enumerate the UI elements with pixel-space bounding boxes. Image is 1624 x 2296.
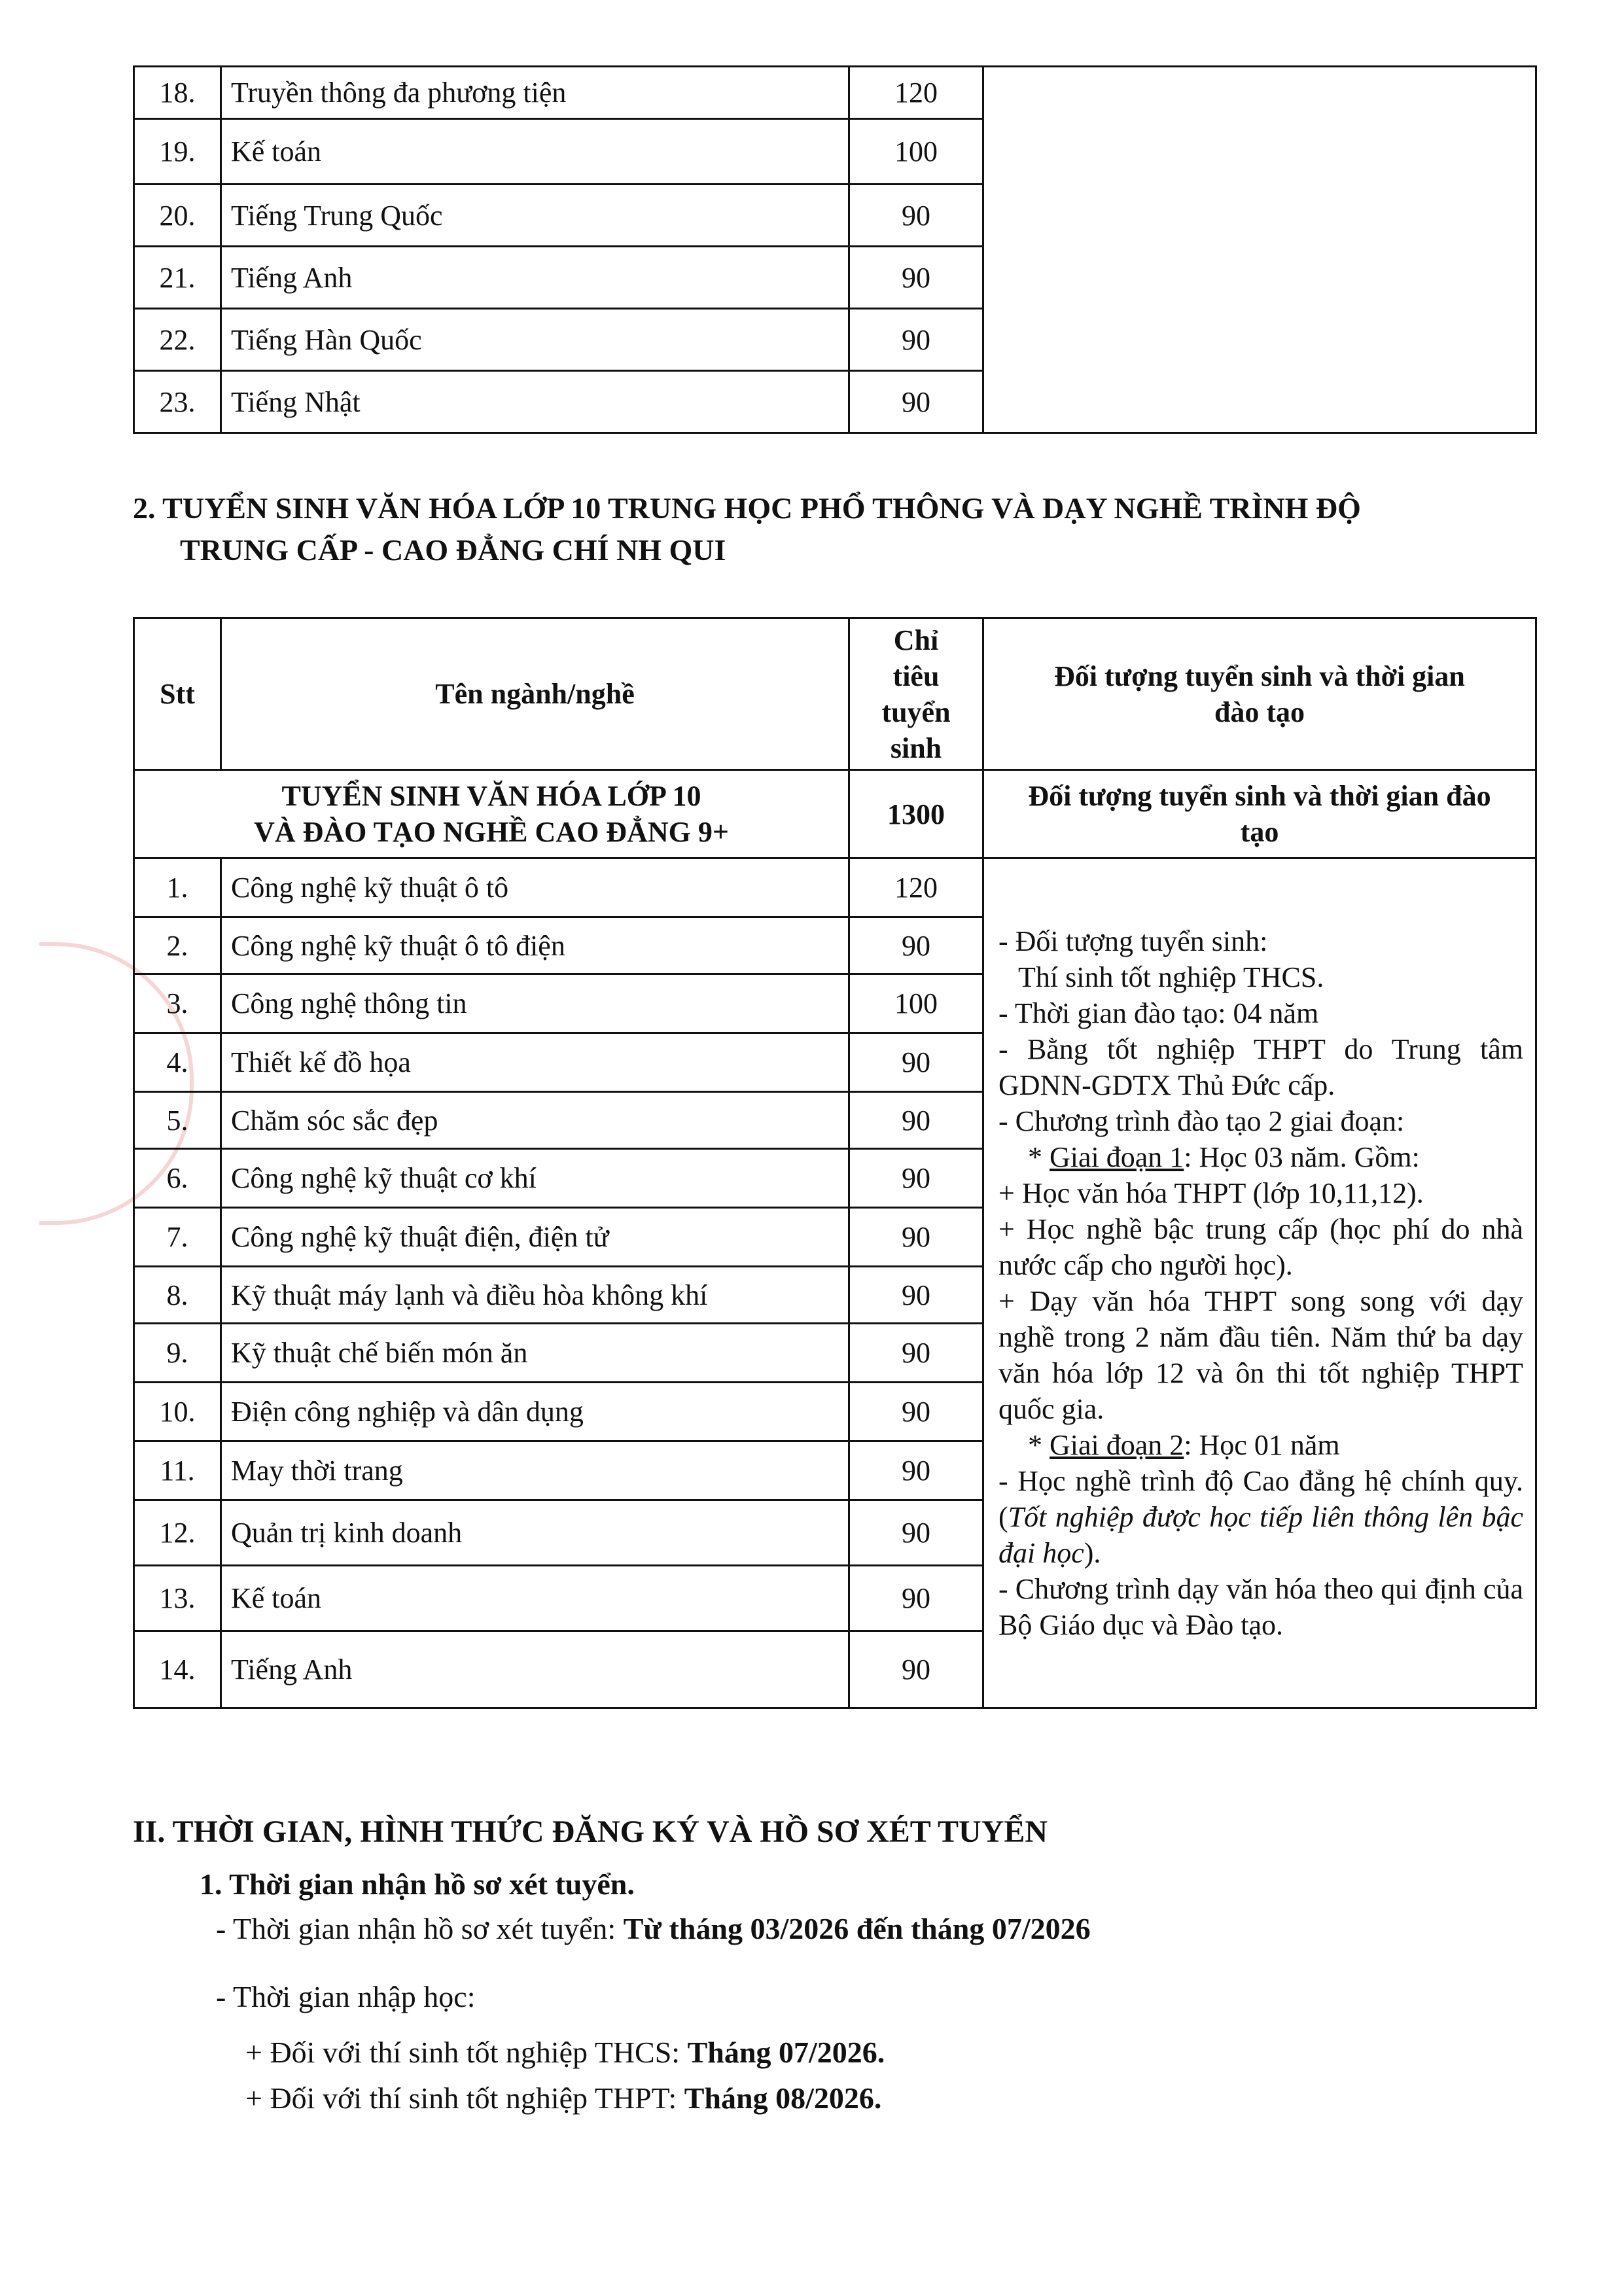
section-ii-line4: + Đối với thí sinh tốt nghiệp THPT: Tháng 08/2026.	[245, 2081, 882, 2115]
row-name: Kỹ thuật máy lạnh và điều hòa không khí	[221, 1267, 849, 1324]
row-quota: 90	[849, 185, 983, 247]
row-quota: 120	[849, 67, 983, 119]
row-quota: 90	[849, 1267, 983, 1324]
row-quota: 100	[849, 119, 983, 185]
section2-title: 2. TUYỂN SINH VĂN HÓA LỚP 10 TRUNG HỌC PHỔ THÔNG VÀ DẠY NGHỀ TRÌNH ĐỘ TRUNG CẤP - CAO ĐẲNG CHÍ NH QUI	[133, 491, 1361, 567]
top-table	[133, 65, 1537, 434]
row-number: 3.	[134, 974, 221, 1033]
table-row	[134, 858, 1536, 917]
row-name: Công nghệ kỹ thuật ô tô	[221, 858, 849, 917]
row-name: Kế toán	[221, 119, 849, 185]
row-name: Điện công nghiệp và dân dụng	[221, 1383, 849, 1441]
row-number: 11.	[134, 1441, 221, 1500]
row-quota: 90	[849, 1631, 983, 1708]
row-number: 20.	[134, 185, 221, 247]
row-number: 8.	[134, 1267, 221, 1324]
group-title: TUYỂN SINH VĂN HÓA LỚP 10 VÀ ĐÀO TẠO NGHỀ CAO ĐẲNG 9+	[134, 770, 849, 858]
row-name: Chăm sóc sắc đẹp	[221, 1092, 849, 1149]
row-name: Kỹ thuật chế biến món ăn	[221, 1324, 849, 1383]
row-name: Kế toán	[221, 1566, 849, 1631]
row-quota: 90	[849, 1092, 983, 1149]
section-ii-line2: - Thời gian nhập học:	[216, 1980, 476, 2013]
row-name: Quản trị kinh doanh	[221, 1500, 849, 1566]
row-name: Tiếng Nhật	[221, 371, 849, 433]
row-quota: 90	[849, 917, 983, 974]
row-quota: 90	[849, 309, 983, 371]
row-number: 6.	[134, 1149, 221, 1208]
row-quota: 90	[849, 1500, 983, 1566]
section-ii-title: II. THỜI GIAN, HÌNH THỨC ĐĂNG KÝ VÀ HỒ SƠ XÉT TUYỂN	[133, 1814, 1048, 1849]
section-ii-sub1: 1. Thời gian nhận hồ sơ xét tuyển.	[200, 1867, 635, 1901]
row-number: 13.	[134, 1566, 221, 1631]
row-number: 1.	[134, 858, 221, 917]
row-number: 19.	[134, 119, 221, 185]
row-name: Thiết kế đồ họa	[221, 1033, 849, 1092]
row-number: 10.	[134, 1383, 221, 1441]
row-number: 5.	[134, 1092, 221, 1149]
row-number: 22.	[134, 309, 221, 371]
table-row	[134, 67, 1536, 119]
row-name: Tiếng Anh	[221, 247, 849, 309]
main-table	[133, 617, 1537, 1709]
row-name: Công nghệ kỹ thuật cơ khí	[221, 1149, 849, 1208]
row-name: Công nghệ kỹ thuật điện, điện tử	[221, 1208, 849, 1267]
blank-cell	[983, 67, 1536, 433]
section-ii-line1: - Thời gian nhận hồ sơ xét tuyển: Từ tháng 03/2026 đến tháng 07/2026	[216, 1912, 1091, 1945]
row-name: Truyền thông đa phương tiện	[221, 67, 849, 119]
row-quota: 90	[849, 1324, 983, 1383]
header-target: Đối tượng tuyển sinh và thời gian đào tạo	[983, 618, 1536, 770]
row-number: 12.	[134, 1500, 221, 1566]
row-name: Tiếng Anh	[221, 1631, 849, 1708]
row-quota: 90	[849, 1149, 983, 1208]
row-number: 2.	[134, 917, 221, 974]
row-name: Tiếng Trung Quốc	[221, 185, 849, 247]
row-number: 14.	[134, 1631, 221, 1708]
row-quota: 90	[849, 1383, 983, 1441]
row-quota: 90	[849, 1566, 983, 1631]
header-stt: Stt	[134, 618, 221, 770]
row-quota: 120	[849, 858, 983, 917]
row-quota: 90	[849, 1033, 983, 1092]
section-ii-line3: + Đối với thí sinh tốt nghiệp THCS: Tháng 07/2026.	[245, 2036, 885, 2069]
row-quota: 90	[849, 247, 983, 309]
row-number: 21.	[134, 247, 221, 309]
row-quota: 90	[849, 1441, 983, 1500]
row-number: 9.	[134, 1324, 221, 1383]
row-name: Công nghệ thông tin	[221, 974, 849, 1033]
row-number: 7.	[134, 1208, 221, 1267]
row-quota: 90	[849, 1208, 983, 1267]
row-quota: 100	[849, 974, 983, 1033]
row-number: 4.	[134, 1033, 221, 1092]
header-quota: Chỉ tiêu tuyển sinh	[849, 618, 983, 770]
group-target: Đối tượng tuyển sinh và thời gian đào tạo	[983, 770, 1536, 858]
row-number: 18.	[134, 67, 221, 119]
row-quota: 90	[849, 371, 983, 433]
header-name: Tên ngành/nghề	[221, 618, 849, 770]
target-description: - Đối tượng tuyển sinh: Thí sinh tốt nghiệp THCS. - Thời gian đào tạo: 04 năm - Bằng tốt nghiệp THPT do Trung tâm GDNN-GDTX Thủ Đức cấp. - Chương trình đào tạo 2 giai đoạn: * Giai đoạn 1: Học 03 năm. Gồm: + Học văn hóa THPT (lớp 10,11,12). + Học nghề bậc trung cấp (học phí do nhà nước cấp cho người học). + Dạy văn hóa THPT song song với dạy nghề trong 2 năm đầu tiên. Năm thứ ba dạy văn hóa lớp 12 và ôn thi tốt nghiệp THPT quốc gia. * Giai đoạn 2: Học 01 năm - Học nghề trình độ Cao đẳng hệ chính quy. (Tốt nghiệp được học tiếp liên thông lên bậc đại học). - Chương trình dạy văn hóa theo qui định của Bộ Giáo dục và Đào tạo.	[983, 858, 1536, 1708]
row-name: Công nghệ kỹ thuật ô tô điện	[221, 917, 849, 974]
group-quota: 1300	[849, 770, 983, 858]
row-name: Tiếng Hàn Quốc	[221, 309, 849, 371]
row-number: 23.	[134, 371, 221, 433]
row-name: May thời trang	[221, 1441, 849, 1500]
